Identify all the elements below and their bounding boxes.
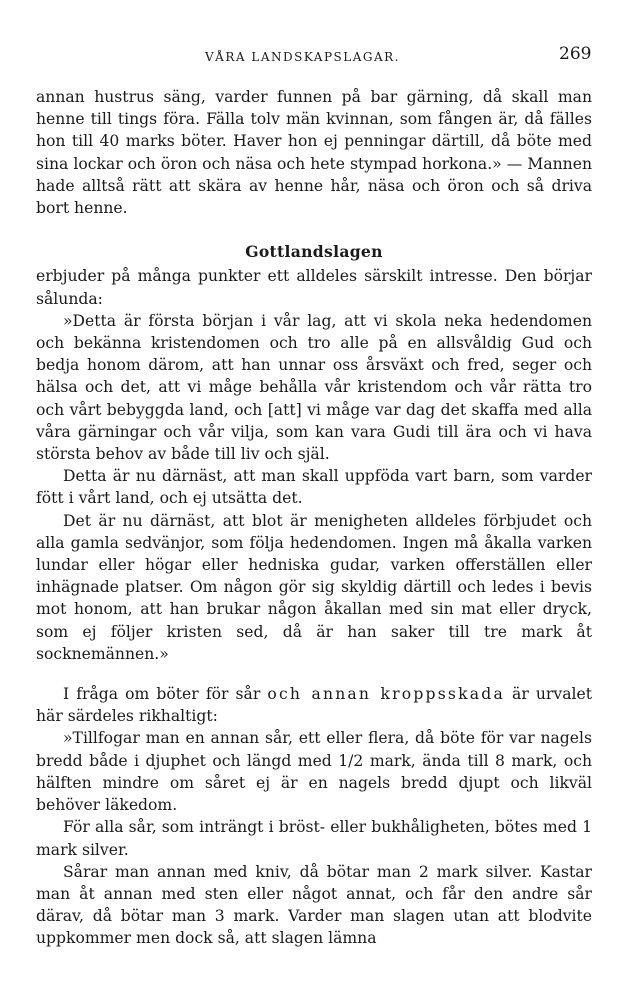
paragraph-continuation: annan hustrus säng, varder funnen på bar gärning, då skall man henne till tings föra. Fälla tolv män kvinnan, som fången är, då fälles hon till 40 marks böter. Haver hon ej penningar därtill, då böte med sina lockar och öron och näsa och hete stympad horkona.» — Mannen hade alltså rätt att skära av henne hår, näsa och öron och så driva bort henne. [36, 88, 592, 218]
paragraph-quote-3: Det är nu därnäst, att blot är menigheten alldeles förbjudet och alla gamla sedvänjor, som följa hedendomen. Ingen må åkalla varken lundar eller högar eller hedniska gudar, varken offerställen eller inhägnade platser. Om någon gör sig skyldig därtill och ledes i bevis mot honom, att han brukar någon åkallan med sin mat eller dryck, som ej följer kristen sed, då är han saker till tre mark åt socknemännen.» [36, 511, 592, 663]
paragraph-intro: erbjuder på många punkter ett alldeles särskilt intresse. Den börjar sålunda: [36, 267, 592, 308]
page-header [0, 44, 640, 66]
paragraph-quote-2: Detta är nu därnäst, att man skall uppföda vart barn, som varder fött i vårt land, och ej utsätta det. [36, 467, 592, 508]
page-number: 269 [559, 44, 592, 64]
paragraph-quote-6: Sårar man annan med kniv, då bötar man 2 mark silver. Kastar man åt annan med sten eller något annat, och får den andre sår därav, då bötar man 3 mark. Varder man slagen utan att blodvite uppkommer men dock så, att slagen lämna [36, 862, 592, 948]
running-title: VÅRA LANDSKAPSLAGAR. [205, 50, 400, 64]
wounds-intro-spaced: och annan kroppsskada [267, 685, 505, 704]
paragraph-quote-5: För alla sår, som inträngt i bröst- eller bukhåligheten, bötes med 1 mark silver. [36, 818, 592, 859]
section-heading: Gottlandslagen [245, 242, 383, 262]
paragraph-quote-1: »Detta är första början i vår lag, att vi skola neka hedendomen och bekänna kristendomen och tro alle på en allsvåldig Gud och bedja honom därom, att han unnar oss årsväxt och fred, seger och hälsa och det, att vi måge behålla vår kristendom och vår rätta tro och vårt bebyggda land, och [att] vi måge var dag det skaffa med alla våra gärningar och vår vilja, som kan vara Gudi till ära och vi hava största behov av både till liv och själ. [36, 311, 592, 464]
paragraph-wounds-intro [36, 683, 592, 727]
wounds-intro-lead: I fråga om böter för sår [63, 685, 261, 704]
body-text [36, 86, 592, 950]
wounds-intro-rest: är urvalet här särdeles rikhaltigt: [36, 685, 592, 726]
paragraph-quote-4: »Tillfogar man en annan sår, ett eller flera, då böte för var nagels bredd både i djuphet och längd med 1/2 mark, ända till 8 mark, och hälften mindre om såret ej är en nagels bredd djupt och likväl behöver läkedom. [36, 729, 592, 815]
